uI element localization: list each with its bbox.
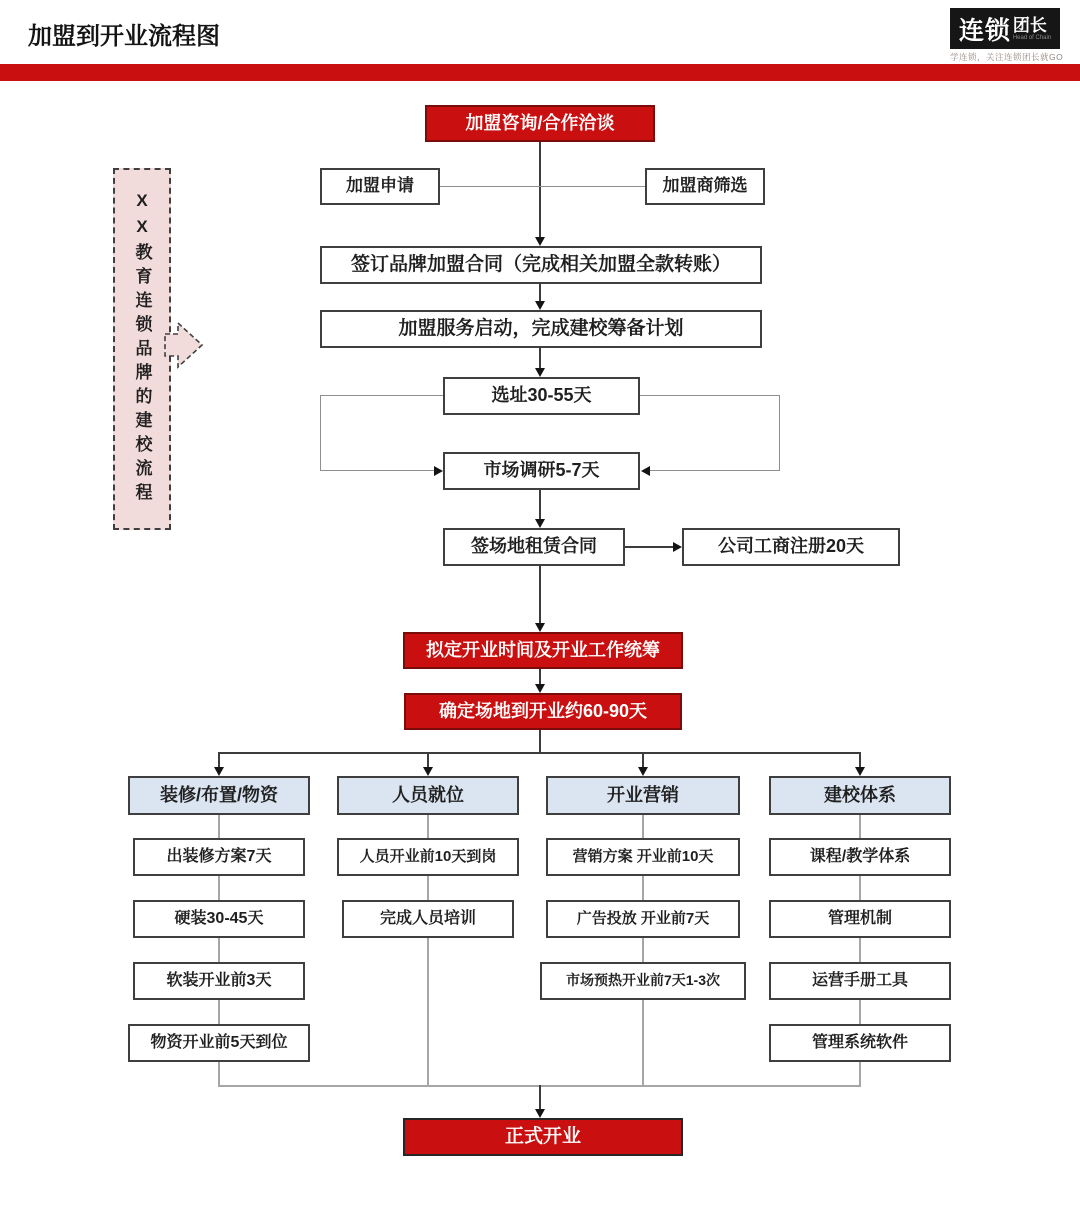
arrow-down-icon	[535, 519, 545, 528]
red-divider-bar	[0, 64, 1080, 81]
connector-line	[625, 546, 674, 548]
node-contract: 签订品牌加盟合同（完成相关加盟全款转账）	[320, 246, 762, 284]
connector-line	[218, 815, 220, 838]
connector-line	[642, 752, 644, 768]
column-header-school-system: 建校体系	[769, 776, 951, 815]
arrow-down-icon	[855, 767, 865, 776]
connector-line	[539, 566, 541, 624]
arrow-down-icon	[638, 767, 648, 776]
connector-line	[427, 815, 429, 838]
task-box: 营销方案 开业前10天	[546, 838, 740, 876]
connector-line	[642, 1000, 644, 1086]
task-box: 广告投放 开业前7天	[546, 900, 740, 938]
side-note-label: XX教育连锁品牌的建校流程	[132, 191, 152, 507]
connector-line	[539, 284, 541, 302]
column-header-staffing: 人员就位	[337, 776, 519, 815]
connector-line	[427, 938, 429, 1086]
task-box: 市场预热开业前7天1-3次	[540, 962, 746, 1000]
task-box: 出装修方案7天	[133, 838, 305, 876]
task-box: 完成人员培训	[342, 900, 514, 938]
connector-line	[320, 470, 435, 471]
connector-line	[539, 142, 541, 238]
node-service-start: 加盟服务启动，完成建校筹备计划	[320, 310, 762, 348]
connector-line	[779, 395, 780, 471]
connector-line	[642, 938, 644, 962]
connector-line	[642, 815, 644, 838]
connector-line	[859, 1000, 861, 1024]
brand-logo-primary: 连锁	[958, 16, 1011, 45]
arrow-down-icon	[535, 301, 545, 310]
connector-line	[859, 1062, 861, 1086]
node-lease: 签场地租赁合同	[443, 528, 625, 566]
side-note-arrow-icon	[163, 320, 205, 370]
connector-line	[218, 752, 861, 754]
arrow-down-icon	[535, 684, 545, 693]
connector-line	[320, 395, 443, 396]
node-venue-to-open: 确定场地到开业约60-90天	[404, 693, 682, 730]
node-site-selection: 选址30-55天	[443, 377, 640, 415]
brand-logo-secondary: 团长	[1012, 15, 1047, 35]
arrow-down-icon	[535, 623, 545, 632]
brand-logo	[950, 8, 1060, 49]
brand-tagline: 学连锁，关注连锁团长就GO	[950, 52, 1064, 62]
connector-line	[642, 876, 644, 900]
connector-line	[440, 186, 645, 187]
connector-line	[640, 395, 780, 396]
task-box: 软装开业前3天	[133, 962, 305, 1000]
connector-line	[427, 752, 429, 768]
connector-line	[218, 1062, 220, 1086]
connector-line	[539, 730, 541, 754]
connector-line	[539, 348, 541, 369]
node-registration: 公司工商注册20天	[682, 528, 900, 566]
connector-line	[859, 752, 861, 768]
brand-logo-subtext: Head of Chain	[1012, 34, 1052, 41]
arrow-down-icon	[535, 237, 545, 246]
connector-line	[539, 490, 541, 520]
task-box: 课程/教学体系	[769, 838, 951, 876]
task-box: 管理机制	[769, 900, 951, 938]
arrow-down-icon	[423, 767, 433, 776]
connector-line	[859, 876, 861, 900]
node-grand-opening: 正式开业	[403, 1118, 683, 1156]
arrow-right-icon	[434, 466, 443, 476]
connector-line	[539, 669, 541, 685]
connector-line	[859, 815, 861, 838]
node-apply: 加盟申请	[320, 168, 440, 205]
connector-line	[218, 876, 220, 900]
arrow-left-icon	[641, 466, 650, 476]
connector-line	[218, 1000, 220, 1024]
column-header-decoration: 装修/布置/物资	[128, 776, 310, 815]
connector-line	[539, 1085, 541, 1110]
arrow-down-icon	[535, 1109, 545, 1118]
node-screening: 加盟商筛选	[645, 168, 765, 205]
connector-line	[320, 395, 321, 471]
column-header-marketing: 开业营销	[546, 776, 740, 815]
connector-line	[427, 876, 429, 900]
task-box: 运营手册工具	[769, 962, 951, 1000]
node-start: 加盟咨询/合作洽谈	[425, 105, 655, 142]
task-box: 管理系统软件	[769, 1024, 951, 1062]
connector-line	[218, 938, 220, 962]
node-schedule: 拟定开业时间及开业工作统筹	[403, 632, 683, 669]
page-title: 加盟到开业流程图	[28, 23, 220, 50]
task-box: 人员开业前10天到岗	[337, 838, 519, 876]
node-market-research: 市场调研5-7天	[443, 452, 640, 490]
arrow-down-icon	[535, 368, 545, 377]
task-box: 物资开业前5天到位	[128, 1024, 310, 1062]
arrow-down-icon	[214, 767, 224, 776]
arrow-right-icon	[673, 542, 682, 552]
connector-line	[649, 470, 780, 471]
connector-line	[859, 938, 861, 962]
connector-line	[218, 752, 220, 768]
task-box: 硬装30-45天	[133, 900, 305, 938]
